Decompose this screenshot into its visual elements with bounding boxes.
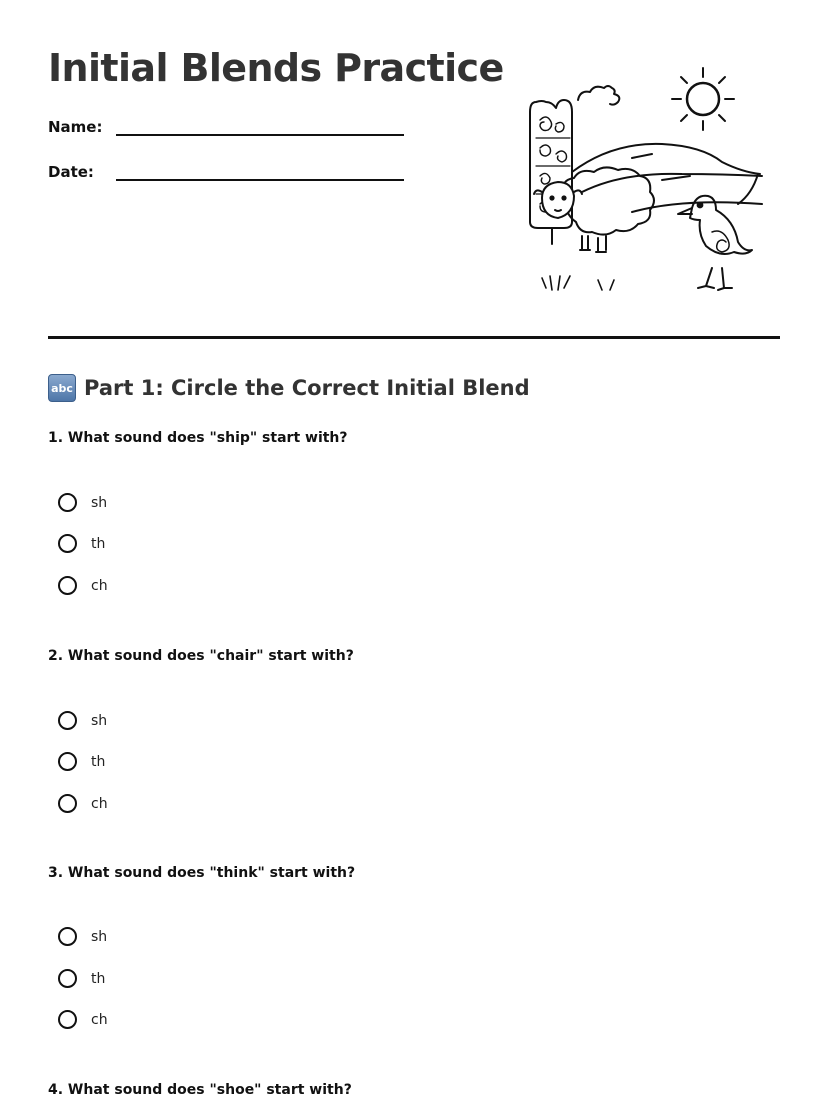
radio-circle[interactable] — [58, 711, 77, 730]
radio-circle[interactable] — [58, 534, 77, 553]
sheep-icon — [534, 167, 654, 252]
bird-icon — [678, 196, 752, 290]
radio-circle[interactable] — [58, 1010, 77, 1029]
name-field[interactable] — [48, 118, 404, 136]
question-3-option-th[interactable] — [58, 969, 105, 988]
question-3-option-ch[interactable] — [58, 1010, 108, 1029]
part1-title — [48, 374, 530, 402]
question-1-option-ch[interactable] — [58, 576, 108, 595]
radio-circle[interactable] — [58, 927, 77, 946]
date-field[interactable] — [48, 163, 404, 181]
abc-emoji-icon: abc — [48, 374, 76, 402]
option-label: ch — [91, 577, 108, 594]
radio-circle[interactable] — [58, 493, 77, 512]
radio-circle[interactable] — [58, 794, 77, 813]
option-label: th — [91, 535, 106, 552]
sun-icon — [672, 68, 734, 130]
name-label: Name: — [48, 118, 103, 136]
option-label: ch — [91, 795, 108, 812]
farm-scene-illustration — [522, 62, 772, 302]
radio-circle[interactable] — [58, 969, 77, 988]
hills-icon — [572, 144, 762, 212]
date-line[interactable] — [116, 165, 404, 181]
radio-circle[interactable] — [58, 752, 77, 771]
option-label: ch — [91, 1011, 108, 1028]
question-3: 3. What sound does "think" start with? — [48, 865, 356, 881]
header-divider — [48, 336, 780, 339]
option-label: th — [91, 970, 106, 987]
question-1-option-sh[interactable] — [58, 493, 107, 512]
question-1-option-th[interactable] — [58, 534, 105, 553]
radio-circle[interactable] — [58, 576, 77, 595]
question-2-option-sh[interactable] — [58, 711, 107, 730]
question-4: 4. What sound does "shoe" start with? — [48, 1082, 352, 1098]
question-2: 2. What sound does "chair" start with? — [48, 648, 354, 664]
option-label: sh — [91, 712, 108, 729]
option-label: sh — [91, 928, 108, 945]
date-label: Date: — [48, 163, 94, 181]
name-line[interactable] — [116, 120, 404, 136]
question-1: 1. What sound does "ship" start with? — [48, 430, 348, 446]
worksheet-title: Initial Blends Practice — [48, 46, 504, 90]
question-3-option-sh[interactable] — [58, 927, 107, 946]
option-label: sh — [91, 494, 108, 511]
worksheet-header — [0, 0, 828, 340]
option-label: th — [91, 753, 106, 770]
question-2-option-ch[interactable] — [58, 794, 108, 813]
grass-icon — [542, 276, 614, 290]
part1-title-text: Part 1: Circle the Correct Initial Blend — [84, 376, 530, 400]
cloud-icon — [578, 86, 619, 105]
question-2-option-th[interactable] — [58, 752, 105, 771]
